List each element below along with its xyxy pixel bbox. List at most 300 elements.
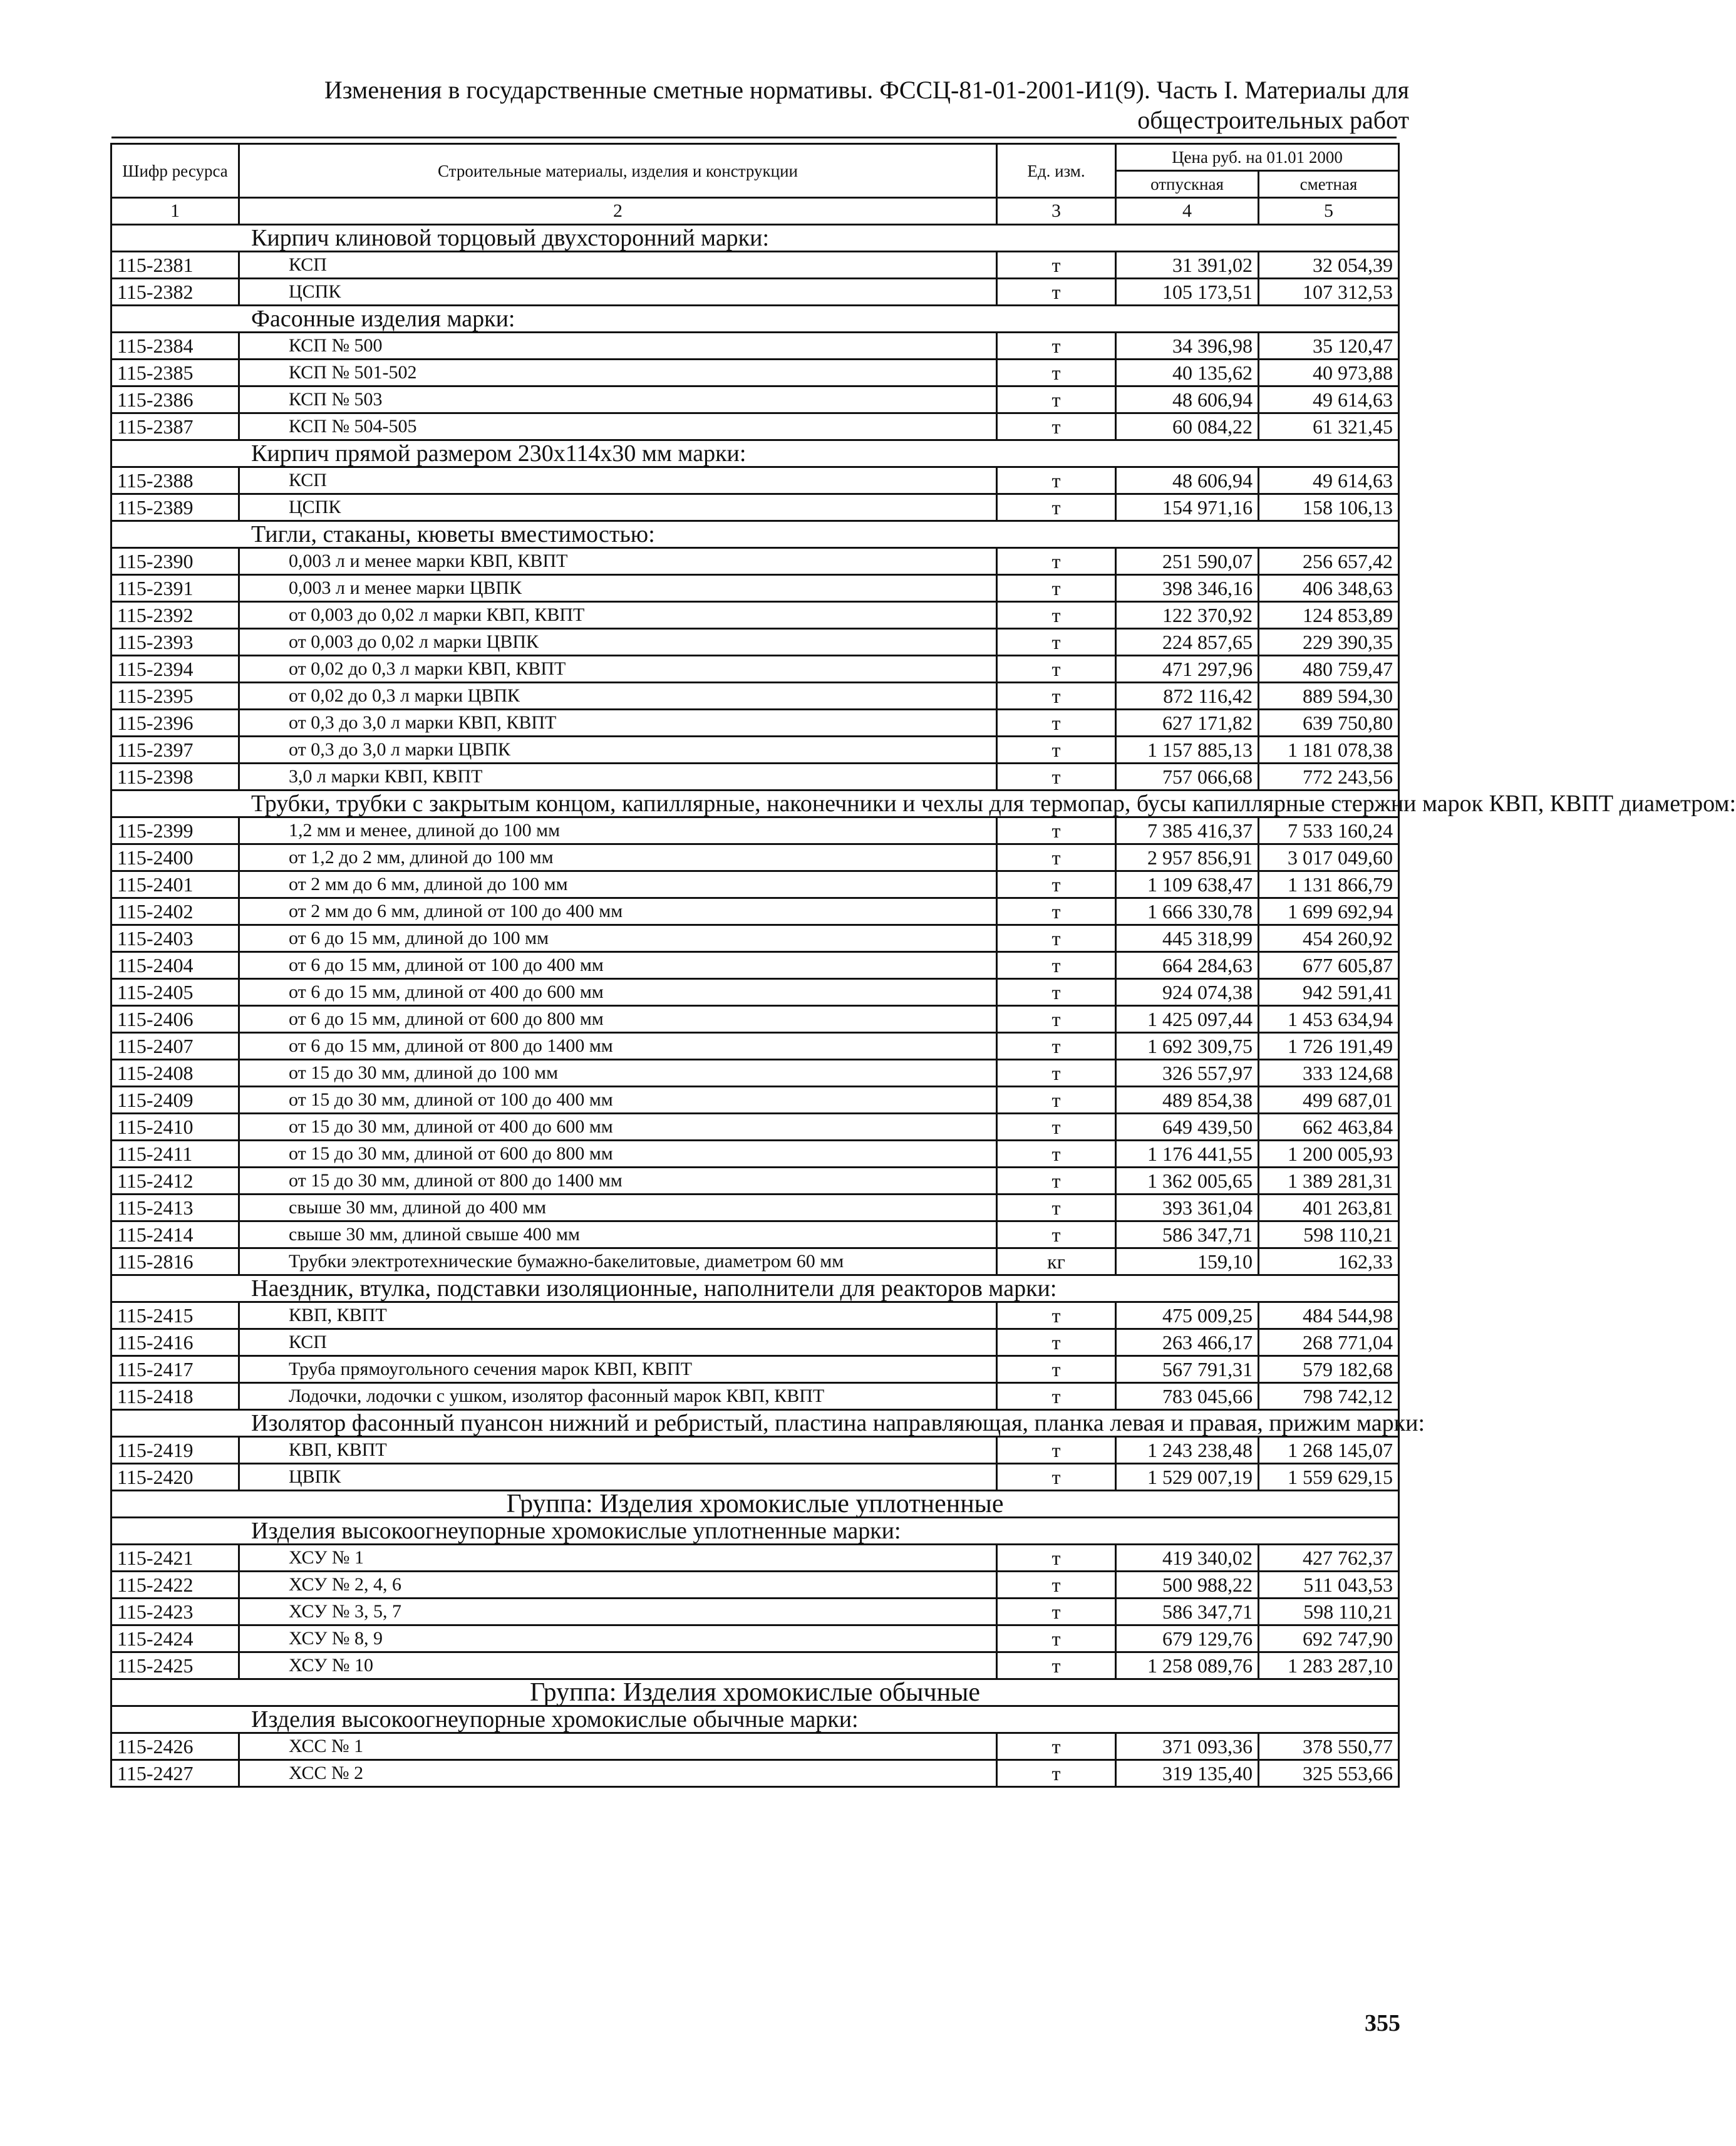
table-row xyxy=(111,602,1399,629)
resource-code: 115-2392 xyxy=(111,602,239,629)
estimate-price: 499 687,01 xyxy=(1259,1087,1399,1114)
unit-cell: кг xyxy=(997,1248,1116,1275)
column-index: 4 xyxy=(1116,198,1259,225)
material-name: КСП xyxy=(239,252,997,279)
resource-code: 115-2410 xyxy=(111,1114,239,1141)
material-name: ХСУ № 10 xyxy=(239,1652,997,1679)
table-row xyxy=(111,1302,1399,1329)
resource-code: 115-2407 xyxy=(111,1033,239,1060)
estimate-price: 1 200 005,93 xyxy=(1259,1141,1399,1168)
estimate-price: 49 614,63 xyxy=(1259,467,1399,494)
estimate-price: 1 283 287,10 xyxy=(1259,1652,1399,1679)
estimate-price: 579 182,68 xyxy=(1259,1356,1399,1383)
estimate-price: 256 657,42 xyxy=(1259,548,1399,575)
estimate-price: 107 312,53 xyxy=(1259,279,1399,306)
estimate-price: 1 559 629,15 xyxy=(1259,1464,1399,1491)
release-price: 1 176 441,55 xyxy=(1116,1141,1259,1168)
header-title-line2: общестроительных работ xyxy=(1137,106,1409,134)
page-number: 355 xyxy=(1365,2010,1400,2036)
release-price: 371 093,36 xyxy=(1116,1733,1259,1760)
resource-code: 115-2426 xyxy=(111,1733,239,1760)
estimate-price: 427 762,37 xyxy=(1259,1545,1399,1572)
estimate-price: 1 389 281,31 xyxy=(1259,1168,1399,1195)
table-row xyxy=(111,1599,1399,1625)
release-price: 1 362 005,65 xyxy=(1116,1168,1259,1195)
unit-cell: т xyxy=(997,413,1116,440)
release-price: 1 692 309,75 xyxy=(1116,1033,1259,1060)
estimate-price: 406 348,63 xyxy=(1259,575,1399,602)
header-rule xyxy=(111,137,1397,138)
estimate-price: 158 106,13 xyxy=(1259,494,1399,521)
col-header-price: Цена руб. на 01.01 2000 xyxy=(1116,144,1399,171)
section-heading-row xyxy=(111,306,1399,333)
release-price: 649 439,50 xyxy=(1116,1114,1259,1141)
release-price: 872 116,42 xyxy=(1116,683,1259,710)
estimate-price: 35 120,47 xyxy=(1259,333,1399,360)
resource-code: 115-2417 xyxy=(111,1356,239,1383)
resource-code: 115-2400 xyxy=(111,844,239,871)
release-price: 1 666 330,78 xyxy=(1116,898,1259,925)
unit-cell: т xyxy=(997,1195,1116,1221)
unit-cell: т xyxy=(997,979,1116,1006)
resource-code: 115-2420 xyxy=(111,1464,239,1491)
column-index: 5 xyxy=(1259,198,1399,225)
material-name: ЦСПК xyxy=(239,494,997,521)
unit-cell: т xyxy=(997,871,1116,898)
material-name: от 6 до 15 мм, длиной до 100 мм xyxy=(239,925,997,952)
section-heading-row xyxy=(111,225,1399,252)
estimate-price: 1 181 078,38 xyxy=(1259,737,1399,764)
table-row xyxy=(111,1221,1399,1248)
release-price: 224 857,65 xyxy=(1116,629,1259,656)
section-heading: Трубки, трубки с закрытым концом, капиллярные, наконечники и чехлы для термопар, бусы капиллярные стержни марок КВП, КВПТ диаметром: xyxy=(111,790,1399,817)
estimate-price: 662 463,84 xyxy=(1259,1114,1399,1141)
table-row xyxy=(111,1195,1399,1221)
material-name: от 0,003 до 0,02 л марки КВП, КВПТ xyxy=(239,602,997,629)
material-name: Труба прямоугольного сечения марок КВП, КВПТ xyxy=(239,1356,997,1383)
estimate-price: 1 726 191,49 xyxy=(1259,1033,1399,1060)
material-name: КСП № 500 xyxy=(239,333,997,360)
resource-code: 115-2412 xyxy=(111,1168,239,1195)
unit-cell: т xyxy=(997,494,1116,521)
unit-cell: т xyxy=(997,1383,1116,1410)
estimate-price: 61 321,45 xyxy=(1259,413,1399,440)
unit-cell: т xyxy=(997,710,1116,737)
price-table xyxy=(110,143,1736,1788)
table-row xyxy=(111,1572,1399,1599)
table-row xyxy=(111,656,1399,683)
unit-cell: т xyxy=(997,1437,1116,1464)
estimate-price: 511 043,53 xyxy=(1259,1572,1399,1599)
material-name: свыше 30 мм, длиной до 400 мм xyxy=(239,1195,997,1221)
section-heading: Изделия высокоогнеупорные хромокислые обычные марки: xyxy=(111,1706,1399,1733)
material-name: ХСС № 2 xyxy=(239,1760,997,1787)
table-row xyxy=(111,925,1399,952)
unit-cell: т xyxy=(997,952,1116,979)
table-row xyxy=(111,1087,1399,1114)
release-price: 664 284,63 xyxy=(1116,952,1259,979)
column-index: 2 xyxy=(239,198,997,225)
table-row xyxy=(111,386,1399,413)
column-index: 1 xyxy=(111,198,239,225)
unit-cell: т xyxy=(997,1221,1116,1248)
estimate-price: 268 771,04 xyxy=(1259,1329,1399,1356)
unit-cell: т xyxy=(997,1168,1116,1195)
estimate-price: 677 605,87 xyxy=(1259,952,1399,979)
table-row xyxy=(111,1114,1399,1141)
material-name: 0,003 л и менее марки КВП, КВПТ xyxy=(239,548,997,575)
group-heading-row xyxy=(111,1491,1399,1518)
material-name: от 0,3 до 3,0 л марки КВП, КВПТ xyxy=(239,710,997,737)
material-name: КСП № 503 xyxy=(239,386,997,413)
header-title-line1: Изменения в государственные сметные нормативы. ФССЦ-81-01-2001-И1(9). Часть I. Материалы для xyxy=(324,76,1409,104)
estimate-price: 3 017 049,60 xyxy=(1259,844,1399,871)
table-row xyxy=(111,494,1399,521)
release-price: 445 318,99 xyxy=(1116,925,1259,952)
release-price: 679 129,76 xyxy=(1116,1625,1259,1652)
release-price: 475 009,25 xyxy=(1116,1302,1259,1329)
release-price: 586 347,71 xyxy=(1116,1599,1259,1625)
table-body xyxy=(111,225,1736,1787)
resource-code: 115-2396 xyxy=(111,710,239,737)
resource-code: 115-2409 xyxy=(111,1087,239,1114)
material-name: свыше 30 мм, длиной свыше 400 мм xyxy=(239,1221,997,1248)
material-name: от 15 до 30 мм, длиной от 100 до 400 мм xyxy=(239,1087,997,1114)
material-name: от 0,3 до 3,0 л марки ЦВПК xyxy=(239,737,997,764)
group-heading-row xyxy=(111,1679,1399,1706)
resource-code: 115-2397 xyxy=(111,737,239,764)
unit-cell: т xyxy=(997,898,1116,925)
estimate-price: 378 550,77 xyxy=(1259,1733,1399,1760)
estimate-price: 598 110,21 xyxy=(1259,1221,1399,1248)
release-price: 105 173,51 xyxy=(1116,279,1259,306)
unit-cell: т xyxy=(997,737,1116,764)
table-header-row xyxy=(111,144,1399,171)
table-row xyxy=(111,871,1399,898)
material-name: от 6 до 15 мм, длиной от 400 до 600 мм xyxy=(239,979,997,1006)
group-heading: Группа: Изделия хромокислые уплотненные xyxy=(111,1491,1399,1518)
material-name: ХСУ № 2, 4, 6 xyxy=(239,1572,997,1599)
release-price: 586 347,71 xyxy=(1116,1221,1259,1248)
unit-cell: т xyxy=(997,1033,1116,1060)
release-price: 1 157 885,13 xyxy=(1116,737,1259,764)
release-price: 60 084,22 xyxy=(1116,413,1259,440)
table-row xyxy=(111,1060,1399,1087)
release-price: 31 391,02 xyxy=(1116,252,1259,279)
resource-code: 115-2402 xyxy=(111,898,239,925)
resource-code: 115-2389 xyxy=(111,494,239,521)
material-name: Трубки электротехнические бумажно-бакелитовые, диаметром 60 мм xyxy=(239,1248,997,1275)
table-row xyxy=(111,1248,1399,1275)
material-name: ХСУ № 1 xyxy=(239,1545,997,1572)
release-price: 393 361,04 xyxy=(1116,1195,1259,1221)
estimate-price: 229 390,35 xyxy=(1259,629,1399,656)
estimate-price: 1 131 866,79 xyxy=(1259,871,1399,898)
release-price: 34 396,98 xyxy=(1116,333,1259,360)
unit-cell: т xyxy=(997,683,1116,710)
section-heading-row xyxy=(111,790,1399,817)
table-row xyxy=(111,683,1399,710)
resource-code: 115-2386 xyxy=(111,386,239,413)
material-name: 3,0 л марки КВП, КВПТ xyxy=(239,764,997,790)
col-header-release-price: отпускная xyxy=(1116,171,1259,198)
unit-cell: т xyxy=(997,1545,1116,1572)
table-row xyxy=(111,1329,1399,1356)
release-price: 500 988,22 xyxy=(1116,1572,1259,1599)
release-price: 48 606,94 xyxy=(1116,386,1259,413)
unit-cell: т xyxy=(997,764,1116,790)
resource-code: 115-2427 xyxy=(111,1760,239,1787)
table-row xyxy=(111,898,1399,925)
release-price: 251 590,07 xyxy=(1116,548,1259,575)
estimate-price: 40 973,88 xyxy=(1259,360,1399,386)
release-price: 2 957 856,91 xyxy=(1116,844,1259,871)
column-index-row xyxy=(111,198,1399,225)
release-price: 419 340,02 xyxy=(1116,1545,1259,1572)
estimate-price: 639 750,80 xyxy=(1259,710,1399,737)
table-row xyxy=(111,575,1399,602)
material-name: от 15 до 30 мм, длиной от 800 до 1400 мм xyxy=(239,1168,997,1195)
unit-cell: т xyxy=(997,1329,1116,1356)
resource-code: 115-2418 xyxy=(111,1383,239,1410)
section-heading-row xyxy=(111,1518,1399,1545)
material-name: ЦСПК xyxy=(239,279,997,306)
estimate-price: 1 268 145,07 xyxy=(1259,1437,1399,1464)
estimate-price: 1 699 692,94 xyxy=(1259,898,1399,925)
resource-code: 115-2425 xyxy=(111,1652,239,1679)
resource-code: 115-2381 xyxy=(111,252,239,279)
unit-cell: т xyxy=(997,360,1116,386)
resource-code: 115-2424 xyxy=(111,1625,239,1652)
material-name: ХСУ № 8, 9 xyxy=(239,1625,997,1652)
col-header-name: Строительные материалы, изделия и конструкции xyxy=(239,144,997,198)
estimate-price: 1 453 634,94 xyxy=(1259,1006,1399,1033)
resource-code: 115-2390 xyxy=(111,548,239,575)
estimate-price: 162,33 xyxy=(1259,1248,1399,1275)
release-price: 471 297,96 xyxy=(1116,656,1259,683)
resource-code: 115-2423 xyxy=(111,1599,239,1625)
estimate-price: 480 759,47 xyxy=(1259,656,1399,683)
resource-code: 115-2401 xyxy=(111,871,239,898)
estimate-price: 454 260,92 xyxy=(1259,925,1399,952)
resource-code: 115-2404 xyxy=(111,952,239,979)
material-name: от 6 до 15 мм, длиной от 600 до 800 мм xyxy=(239,1006,997,1033)
estimate-price: 798 742,12 xyxy=(1259,1383,1399,1410)
estimate-price: 124 853,89 xyxy=(1259,602,1399,629)
estimate-price: 333 124,68 xyxy=(1259,1060,1399,1087)
material-name: КСП № 501-502 xyxy=(239,360,997,386)
table-row xyxy=(111,1141,1399,1168)
col-header-estimate-price: сметная xyxy=(1259,171,1399,198)
material-name: от 15 до 30 мм, длиной до 100 мм xyxy=(239,1060,997,1087)
release-price: 489 854,38 xyxy=(1116,1087,1259,1114)
release-price: 783 045,66 xyxy=(1116,1383,1259,1410)
resource-code: 115-2415 xyxy=(111,1302,239,1329)
table-row xyxy=(111,1356,1399,1383)
estimate-price: 49 614,63 xyxy=(1259,386,1399,413)
material-name: КСП xyxy=(239,467,997,494)
estimate-price: 598 110,21 xyxy=(1259,1599,1399,1625)
estimate-price: 32 054,39 xyxy=(1259,252,1399,279)
release-price: 1 258 089,76 xyxy=(1116,1652,1259,1679)
resource-code: 115-2388 xyxy=(111,467,239,494)
unit-cell: т xyxy=(997,252,1116,279)
unit-cell: т xyxy=(997,1114,1116,1141)
table-row xyxy=(111,710,1399,737)
estimate-price: 772 243,56 xyxy=(1259,764,1399,790)
estimate-price: 401 263,81 xyxy=(1259,1195,1399,1221)
unit-cell: т xyxy=(997,279,1116,306)
section-heading: Кирпич прямой размером 230x114x30 мм марки: xyxy=(111,440,1399,467)
section-heading-row xyxy=(111,521,1399,548)
material-name: 0,003 л и менее марки ЦВПК xyxy=(239,575,997,602)
unit-cell: т xyxy=(997,1302,1116,1329)
unit-cell: т xyxy=(997,1464,1116,1491)
material-name: КВП, КВПТ xyxy=(239,1302,997,1329)
release-price: 7 385 416,37 xyxy=(1116,817,1259,844)
unit-cell: т xyxy=(997,1599,1116,1625)
col-header-code: Шифр ресурса xyxy=(111,144,239,198)
resource-code: 115-2384 xyxy=(111,333,239,360)
resource-code: 115-2414 xyxy=(111,1221,239,1248)
table-row xyxy=(111,844,1399,871)
table-row xyxy=(111,952,1399,979)
section-heading-row xyxy=(111,1410,1399,1437)
release-price: 154 971,16 xyxy=(1116,494,1259,521)
unit-cell: т xyxy=(997,1060,1116,1087)
material-name: ЦВПК xyxy=(239,1464,997,1491)
resource-code: 115-2816 xyxy=(111,1248,239,1275)
material-name: КВП, КВПТ xyxy=(239,1437,997,1464)
table-row xyxy=(111,413,1399,440)
unit-cell: т xyxy=(997,1733,1116,1760)
material-name: от 0,003 до 0,02 л марки ЦВПК xyxy=(239,629,997,656)
unit-cell: т xyxy=(997,602,1116,629)
table-row xyxy=(111,1760,1399,1787)
resource-code: 115-2398 xyxy=(111,764,239,790)
table-row xyxy=(111,1437,1399,1464)
table-row xyxy=(111,1625,1399,1652)
table-row xyxy=(111,279,1399,306)
resource-code: 115-2408 xyxy=(111,1060,239,1087)
table-row xyxy=(111,252,1399,279)
table-row xyxy=(111,467,1399,494)
table-row xyxy=(111,1168,1399,1195)
release-price: 627 171,82 xyxy=(1116,710,1259,737)
material-name: от 6 до 15 мм, длиной от 100 до 400 мм xyxy=(239,952,997,979)
section-heading-row xyxy=(111,1706,1399,1733)
unit-cell: т xyxy=(997,1572,1116,1599)
resource-code: 115-2393 xyxy=(111,629,239,656)
resource-code: 115-2416 xyxy=(111,1329,239,1356)
material-name: от 0,02 до 0,3 л марки КВП, КВПТ xyxy=(239,656,997,683)
material-name: Лодочки, лодочки с ушком, изолятор фасонный марок КВП, КВПТ xyxy=(239,1383,997,1410)
section-heading: Тигли, стаканы, кюветы вместимостью: xyxy=(111,521,1399,548)
material-name: от 2 мм до 6 мм, длиной до 100 мм xyxy=(239,871,997,898)
section-heading: Изделия высокоогнеупорные хромокислые уплотненные марки: xyxy=(111,1518,1399,1545)
unit-cell: т xyxy=(997,817,1116,844)
material-name: от 2 мм до 6 мм, длиной от 100 до 400 мм xyxy=(239,898,997,925)
resource-code: 115-2421 xyxy=(111,1545,239,1572)
release-price: 1 109 638,47 xyxy=(1116,871,1259,898)
table-row xyxy=(111,1006,1399,1033)
resource-code: 115-2405 xyxy=(111,979,239,1006)
unit-cell: т xyxy=(997,925,1116,952)
unit-cell: т xyxy=(997,333,1116,360)
release-price: 263 466,17 xyxy=(1116,1329,1259,1356)
table-row xyxy=(111,817,1399,844)
estimate-price: 942 591,41 xyxy=(1259,979,1399,1006)
estimate-price: 889 594,30 xyxy=(1259,683,1399,710)
unit-cell: т xyxy=(997,575,1116,602)
unit-cell: т xyxy=(997,629,1116,656)
resource-code: 115-2394 xyxy=(111,656,239,683)
table-row xyxy=(111,1652,1399,1679)
col-header-unit: Ед. изм. xyxy=(997,144,1116,198)
material-name: от 0,02 до 0,3 л марки ЦВПК xyxy=(239,683,997,710)
release-price: 567 791,31 xyxy=(1116,1356,1259,1383)
unit-cell: т xyxy=(997,467,1116,494)
section-heading-row xyxy=(111,440,1399,467)
resource-code: 115-2413 xyxy=(111,1195,239,1221)
resource-code: 115-2399 xyxy=(111,817,239,844)
group-heading: Группа: Изделия хромокислые обычные xyxy=(111,1679,1399,1706)
unit-cell: т xyxy=(997,1652,1116,1679)
section-heading: Фасонные изделия марки: xyxy=(111,306,1399,333)
table-row xyxy=(111,1545,1399,1572)
estimate-price: 692 747,90 xyxy=(1259,1625,1399,1652)
release-price: 326 557,97 xyxy=(1116,1060,1259,1087)
resource-code: 115-2406 xyxy=(111,1006,239,1033)
unit-cell: т xyxy=(997,386,1116,413)
section-heading-row xyxy=(111,1275,1399,1302)
table-row xyxy=(111,737,1399,764)
unit-cell: т xyxy=(997,1006,1116,1033)
table-row xyxy=(111,548,1399,575)
release-price: 1 243 238,48 xyxy=(1116,1437,1259,1464)
unit-cell: т xyxy=(997,844,1116,871)
section-heading: Наездник, втулка, подставки изоляционные, наполнители для реакторов марки: xyxy=(111,1275,1399,1302)
table-row xyxy=(111,1733,1399,1760)
resource-code: 115-2395 xyxy=(111,683,239,710)
material-name: от 15 до 30 мм, длиной от 600 до 800 мм xyxy=(239,1141,997,1168)
unit-cell: т xyxy=(997,656,1116,683)
release-price: 398 346,16 xyxy=(1116,575,1259,602)
resource-code: 115-2403 xyxy=(111,925,239,952)
release-price: 122 370,92 xyxy=(1116,602,1259,629)
unit-cell: т xyxy=(997,1356,1116,1383)
resource-code: 115-2391 xyxy=(111,575,239,602)
release-price: 159,10 xyxy=(1116,1248,1259,1275)
estimate-price: 325 553,66 xyxy=(1259,1760,1399,1787)
material-name: КСП № 504-505 xyxy=(239,413,997,440)
resource-code: 115-2387 xyxy=(111,413,239,440)
material-name: КСП xyxy=(239,1329,997,1356)
material-name: от 15 до 30 мм, длиной от 400 до 600 мм xyxy=(239,1114,997,1141)
unit-cell: т xyxy=(997,1141,1116,1168)
resource-code: 115-2382 xyxy=(111,279,239,306)
table-row xyxy=(111,333,1399,360)
release-price: 757 066,68 xyxy=(1116,764,1259,790)
table-row xyxy=(111,629,1399,656)
unit-cell: т xyxy=(997,1625,1116,1652)
column-index: 3 xyxy=(997,198,1116,225)
release-price: 40 135,62 xyxy=(1116,360,1259,386)
release-price: 319 135,40 xyxy=(1116,1760,1259,1787)
material-name: 1,2 мм и менее, длиной до 100 мм xyxy=(239,817,997,844)
resource-code: 115-2411 xyxy=(111,1141,239,1168)
material-name: ХСУ № 3, 5, 7 xyxy=(239,1599,997,1625)
